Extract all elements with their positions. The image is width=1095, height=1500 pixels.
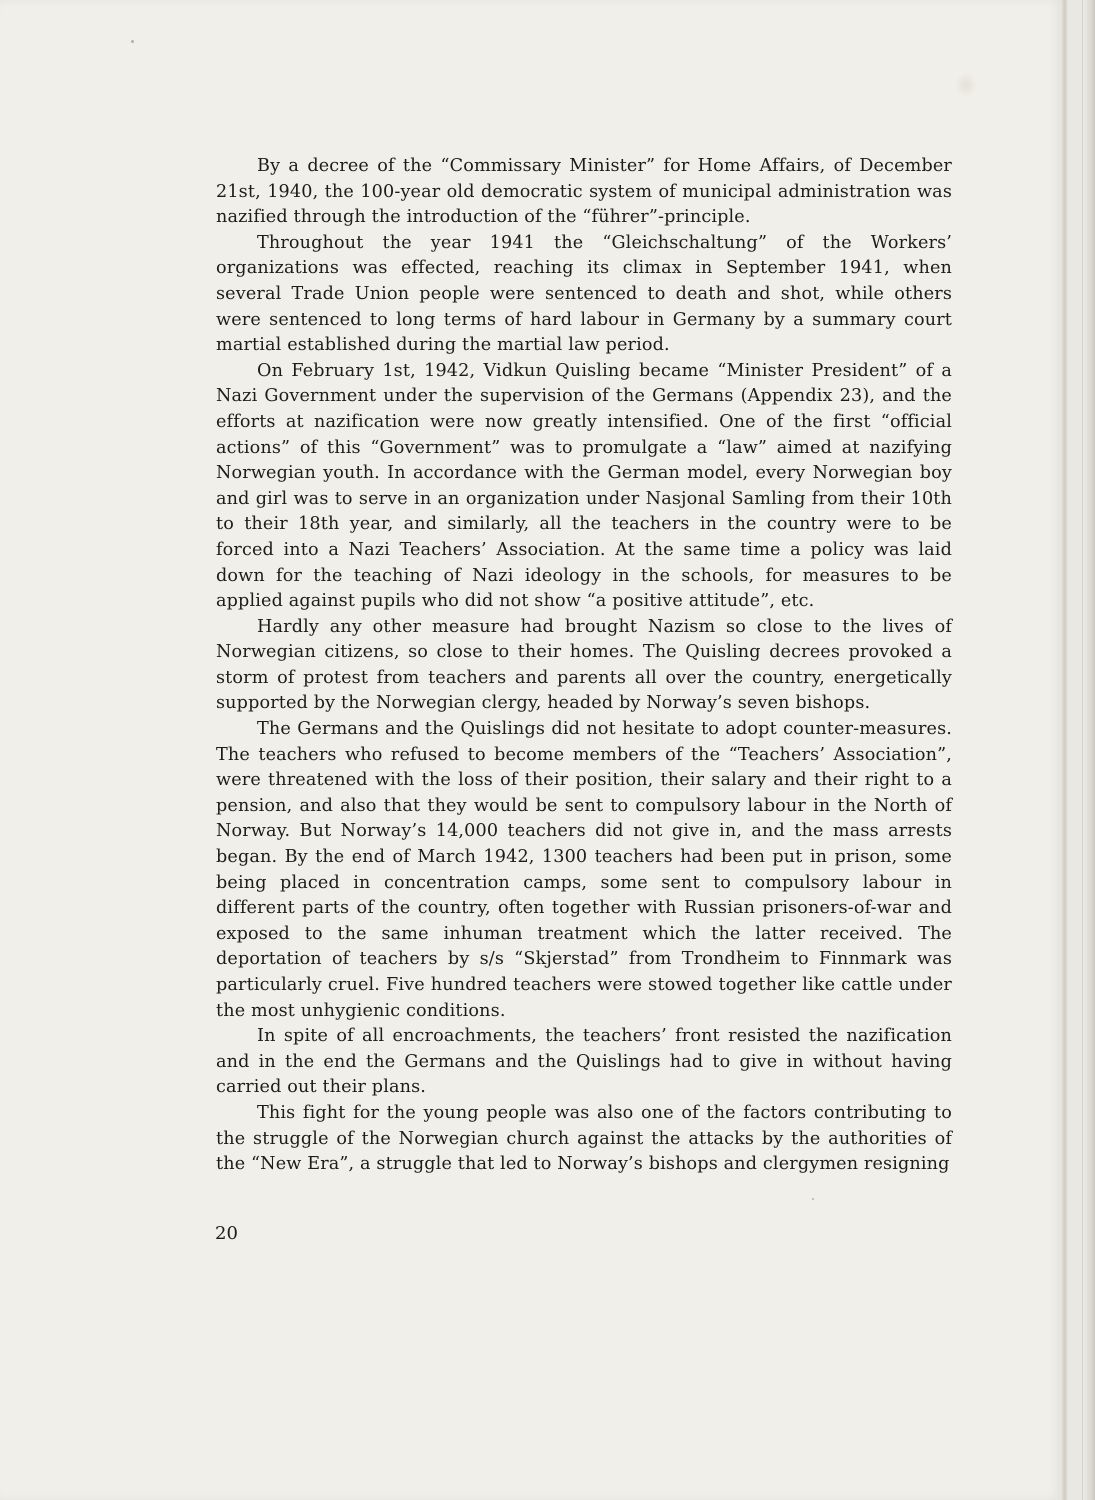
paragraph-1: By a decree of the “Commissary Minister” for Home Affairs, of December 21st, 1940, the 100-year old democratic system of municipal administration was nazified through the introduction of the “führer”-principle. [216, 156, 952, 228]
page-edge-line [1082, 0, 1083, 1500]
paper-speck [131, 40, 134, 43]
page-number: 20 [215, 1223, 238, 1244]
paragraph-6: In spite of all encroachments, the teachers’ front resisted the nazification and in the end the Germans and the Quislings had to give in without having carried out their plans. [216, 1026, 952, 1098]
page-edge [1062, 0, 1095, 1500]
paragraph-4: Hardly any other measure had brought Nazism so close to the lives of Norwegian citizens, so close to their homes. The Quisling decrees provoked a storm of protest from teachers and parents all over the country, energetically supported by the Norwegian clergy, headed by Norway’s seven bishops. [216, 616, 952, 714]
paragraph-3: On February 1st, 1942, Vidkun Quisling became “Minister President” of a Nazi Government under the supervision of the Germans (Appendix 23), and the efforts at nazification were now greatly intensified. One of the first “official actions” of this “Government” was to promulgate a “law” aimed at nazifying Norwegian youth. In accordance with the German model, every Norwegian boy and girl was to serve in an organization under Nasjonal Samling from their 10th to their 18th year, and similarly, all the teachers in the country were to be forced into a Nazi Teachers’ Association. At the same time a policy was laid down for the teaching of Nazi ideology in the schools, for measures to be applied against pupils who did not show “a positive attitude”, etc. [216, 360, 952, 612]
paper-speck [812, 1198, 814, 1200]
body-text [216, 154, 952, 1178]
paragraph-7: This fight for the young people was also one of the factors contributing to the struggle of the Norwegian church against the attacks by the authorities of the “New Era”, a struggle that led to Norway’s bishops and clergymen resigning [216, 1102, 952, 1175]
library-stamp-mark [955, 72, 977, 98]
paragraph-5: The Germans and the Quislings did not hesitate to adopt counter-measures. The teachers who refused to become members of the “Teachers’ Association”, were threatened with the loss of their position, their salary and their right to a pension, and also that they would be sent to compulsory labour in the North of Norway. But Norway’s 14,000 teachers did not give in, and the mass arrests began. By the end of March 1942, 1300 teachers had been put in prison, some being placed in concentration camps, some sent to compulsory labour in different parts of the country, often together with Russian prisoners-of-war and exposed to the same inhuman treatment which the latter received. The deportation of teachers by s/s “Skjerstad” from Trondheim to Finnmark was particularly cruel. Five hundred teachers were stowed together like cattle under the most unhygienic conditions. [216, 719, 952, 1021]
paragraph-2: Throughout the year 1941 the “Gleichschaltung” of the Workers’ organizations was effected, reaching its climax in September 1941, when several Trade Union people were sentenced to death and shot, while others were sentenced to long terms of hard labour in Germany by a summary court martial established during the martial law period. [216, 232, 952, 356]
